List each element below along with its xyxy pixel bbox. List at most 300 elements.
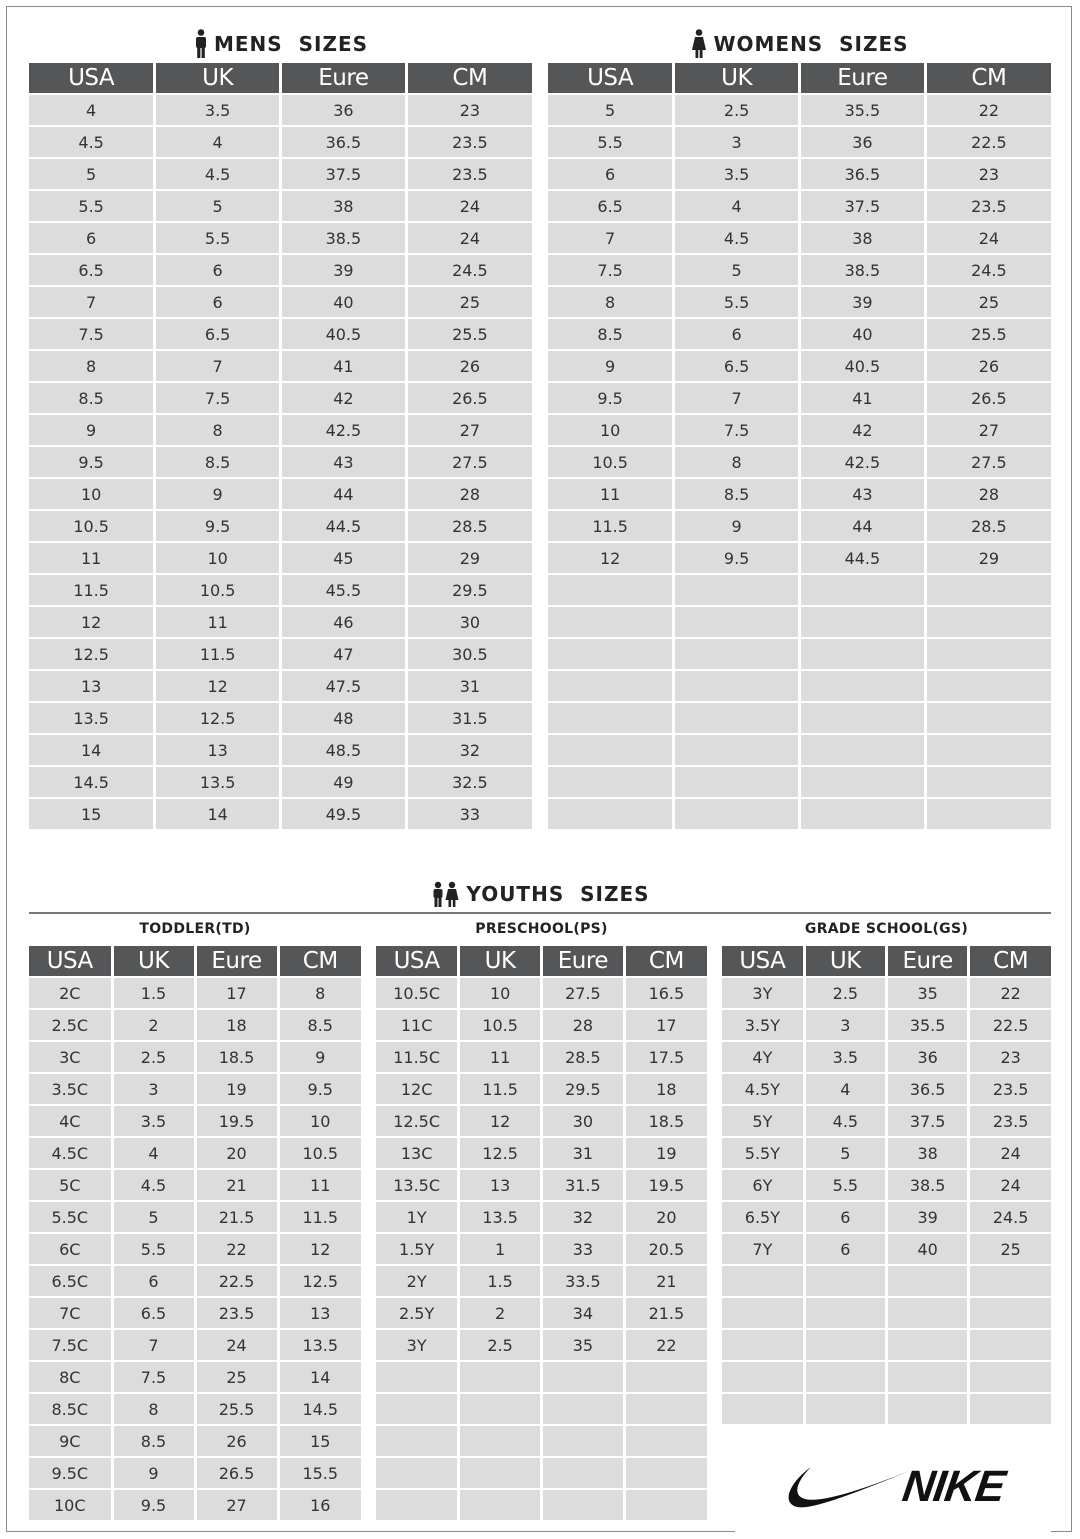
- table-cell: 39: [887, 1201, 969, 1233]
- empty-row: [548, 734, 1051, 766]
- table-cell: 30: [542, 1105, 625, 1137]
- table-cell: [722, 1393, 804, 1424]
- table-cell: [376, 1361, 459, 1393]
- table-cell: [548, 702, 674, 734]
- table-row: [376, 1009, 707, 1041]
- table-cell: 31: [542, 1137, 625, 1169]
- table-cell: 46: [281, 606, 407, 638]
- table-cell: 36.5: [800, 158, 926, 190]
- table-cell: 38: [800, 222, 926, 254]
- table-cell: 17.5: [624, 1041, 707, 1073]
- header-row: [29, 63, 532, 94]
- table-cell: 12.5: [29, 638, 155, 670]
- table-cell: 7Y: [722, 1233, 804, 1265]
- table-cell: 19: [195, 1073, 278, 1105]
- table-cell: 9: [155, 478, 281, 510]
- table-cell: 6.5C: [29, 1265, 112, 1297]
- column-header: Eure: [195, 946, 278, 977]
- table-cell: 29: [406, 542, 532, 574]
- table-cell: 9C: [29, 1425, 112, 1457]
- table-cell: 7: [155, 350, 281, 382]
- empty-row: [548, 670, 1051, 702]
- table-cell: 25: [406, 286, 532, 318]
- table-cell: 1: [459, 1233, 542, 1265]
- table-cell: 28: [925, 478, 1051, 510]
- table-row: [548, 446, 1051, 478]
- table-row: [548, 350, 1051, 382]
- table-cell: 2.5C: [29, 1009, 112, 1041]
- table-cell: 6: [804, 1233, 886, 1265]
- table-cell: 27: [195, 1489, 278, 1520]
- table-cell: [887, 1361, 969, 1393]
- table-row: [722, 1169, 1051, 1201]
- table-cell: [800, 574, 926, 606]
- table-cell: 35.5: [887, 1009, 969, 1041]
- table-cell: 23: [406, 94, 532, 126]
- column-header: USA: [548, 63, 674, 94]
- table-cell: 4Y: [722, 1041, 804, 1073]
- empty-row: [722, 1361, 1051, 1393]
- table-cell: 4.5Y: [722, 1073, 804, 1105]
- table-cell: 30.5: [406, 638, 532, 670]
- column-header: Eure: [281, 63, 407, 94]
- table-cell: 28.5: [406, 510, 532, 542]
- table-cell: 9.5: [155, 510, 281, 542]
- table-row: [29, 1233, 361, 1265]
- table-row: [29, 94, 532, 126]
- table-cell: 11: [278, 1169, 361, 1201]
- column-header: CM: [406, 63, 532, 94]
- empty-row: [548, 638, 1051, 670]
- table-row: [548, 158, 1051, 190]
- youths-title-text: YOUTHS SIZES: [466, 882, 650, 906]
- table-cell: [548, 638, 674, 670]
- table-row: [29, 1361, 361, 1393]
- table-cell: 24: [969, 1137, 1051, 1169]
- table-cell: 29: [925, 542, 1051, 574]
- table-cell: 2: [459, 1297, 542, 1329]
- table-cell: 22.5: [925, 126, 1051, 158]
- table-cell: 25.5: [406, 318, 532, 350]
- table-cell: 10.5: [459, 1009, 542, 1041]
- table-cell: 40.5: [800, 350, 926, 382]
- table-cell: [674, 702, 800, 734]
- table-cell: [376, 1457, 459, 1489]
- table-cell: 5: [155, 190, 281, 222]
- table-cell: 2.5: [112, 1041, 195, 1073]
- table-cell: 12.5: [278, 1265, 361, 1297]
- table-row: [29, 766, 532, 798]
- table-cell: 40: [887, 1233, 969, 1265]
- table-cell: [548, 574, 674, 606]
- table-cell: 6.5: [155, 318, 281, 350]
- table-cell: 5.5: [674, 286, 800, 318]
- table-cell: 3.5Y: [722, 1009, 804, 1041]
- column-header: USA: [29, 946, 112, 977]
- table-cell: [925, 702, 1051, 734]
- table-cell: 6.5: [548, 190, 674, 222]
- table-cell: 10.5: [155, 574, 281, 606]
- table-cell: 19.5: [195, 1105, 278, 1137]
- table-cell: 8.5: [29, 382, 155, 414]
- table-cell: 15.5: [278, 1457, 361, 1489]
- table-cell: 10.5C: [376, 977, 459, 1009]
- table-cell: 13.5: [278, 1329, 361, 1361]
- table-cell: 3.5: [674, 158, 800, 190]
- table-row: [722, 977, 1051, 1009]
- table-cell: 35.5: [800, 94, 926, 126]
- table-cell: 3.5: [155, 94, 281, 126]
- table-row: [548, 94, 1051, 126]
- table-cell: 3C: [29, 1041, 112, 1073]
- table-cell: 31: [406, 670, 532, 702]
- table-cell: 42: [800, 414, 926, 446]
- table-cell: [804, 1297, 886, 1329]
- table-cell: 2.5Y: [376, 1297, 459, 1329]
- table-cell: 25: [969, 1233, 1051, 1265]
- table-cell: 28: [406, 478, 532, 510]
- toddler-size-table: [29, 946, 361, 1520]
- table-cell: 48: [281, 702, 407, 734]
- table-cell: [969, 1265, 1051, 1297]
- column-header: Eure: [542, 946, 625, 977]
- table-cell: [674, 766, 800, 798]
- womens-title: [550, 29, 1050, 59]
- table-row: [29, 1265, 361, 1297]
- table-cell: 6.5: [29, 254, 155, 286]
- table-cell: 12.5C: [376, 1105, 459, 1137]
- table-cell: 36.5: [281, 126, 407, 158]
- table-cell: [674, 574, 800, 606]
- table-cell: 10: [459, 977, 542, 1009]
- table-cell: 18: [624, 1073, 707, 1105]
- table-row: [29, 606, 532, 638]
- column-header: UK: [674, 63, 800, 94]
- table-cell: 16: [278, 1489, 361, 1520]
- table-cell: 9.5: [112, 1489, 195, 1520]
- table-cell: 6C: [29, 1233, 112, 1265]
- table-cell: 35: [542, 1329, 625, 1361]
- table-cell: 40.5: [281, 318, 407, 350]
- table-cell: 4.5C: [29, 1137, 112, 1169]
- youths-divider: [29, 912, 1051, 914]
- table-cell: 8: [29, 350, 155, 382]
- table-cell: 44: [281, 478, 407, 510]
- table-cell: [624, 1361, 707, 1393]
- table-cell: 29.5: [406, 574, 532, 606]
- header-row: [29, 946, 361, 977]
- table-row: [548, 414, 1051, 446]
- table-cell: 14: [155, 798, 281, 829]
- table-cell: 9: [278, 1041, 361, 1073]
- table-cell: 4: [29, 94, 155, 126]
- table-cell: 5.5: [548, 126, 674, 158]
- table-cell: 5.5: [804, 1169, 886, 1201]
- table-cell: [542, 1457, 625, 1489]
- table-cell: [722, 1297, 804, 1329]
- table-cell: 7.5: [29, 318, 155, 350]
- table-cell: 12C: [376, 1073, 459, 1105]
- table-row: [548, 542, 1051, 574]
- table-cell: [804, 1329, 886, 1361]
- nike-logo: [735, 1440, 1051, 1533]
- table-cell: 24: [406, 222, 532, 254]
- empty-row: [376, 1393, 707, 1425]
- table-row: [376, 1073, 707, 1105]
- table-cell: [674, 670, 800, 702]
- empty-row: [376, 1425, 707, 1457]
- table-cell: 17: [624, 1009, 707, 1041]
- table-cell: [674, 606, 800, 638]
- table-cell: [542, 1425, 625, 1457]
- table-cell: 47: [281, 638, 407, 670]
- table-cell: 9.5: [548, 382, 674, 414]
- table-cell: [548, 734, 674, 766]
- table-cell: 24: [969, 1169, 1051, 1201]
- table-cell: 18.5: [624, 1105, 707, 1137]
- table-cell: 1.5: [459, 1265, 542, 1297]
- preschool-title: PRESCHOOL(PS): [475, 921, 608, 937]
- empty-row: [376, 1489, 707, 1520]
- table-cell: 33: [542, 1233, 625, 1265]
- table-cell: 39: [281, 254, 407, 286]
- table-cell: 43: [800, 478, 926, 510]
- table-row: [548, 254, 1051, 286]
- table-cell: 7: [112, 1329, 195, 1361]
- table-cell: 14: [29, 734, 155, 766]
- table-cell: 23.5: [925, 190, 1051, 222]
- table-cell: 24.5: [925, 254, 1051, 286]
- table-row: [29, 126, 532, 158]
- table-cell: 15: [278, 1425, 361, 1457]
- table-cell: 27: [925, 414, 1051, 446]
- table-cell: 14: [278, 1361, 361, 1393]
- table-cell: 41: [281, 350, 407, 382]
- table-cell: 3.5C: [29, 1073, 112, 1105]
- column-header: CM: [624, 946, 707, 977]
- table-cell: 37.5: [281, 158, 407, 190]
- table-cell: 6: [548, 158, 674, 190]
- table-cell: 21: [624, 1265, 707, 1297]
- table-cell: 37.5: [800, 190, 926, 222]
- table-row: [29, 446, 532, 478]
- table-cell: 6.5: [112, 1297, 195, 1329]
- column-header: USA: [29, 63, 155, 94]
- column-header: UK: [155, 63, 281, 94]
- table-cell: 4.5: [29, 126, 155, 158]
- table-cell: 38: [887, 1137, 969, 1169]
- table-cell: 4.5: [155, 158, 281, 190]
- table-cell: 10C: [29, 1489, 112, 1520]
- table-cell: [969, 1393, 1051, 1424]
- table-cell: 12: [29, 606, 155, 638]
- table-row: [376, 1041, 707, 1073]
- table-row: [376, 1297, 707, 1329]
- header-row: [376, 946, 707, 977]
- table-cell: [376, 1489, 459, 1520]
- table-cell: [376, 1393, 459, 1425]
- table-cell: 11.5: [155, 638, 281, 670]
- table-cell: 47.5: [281, 670, 407, 702]
- table-cell: [969, 1361, 1051, 1393]
- table-cell: 49.5: [281, 798, 407, 829]
- table-cell: 7.5C: [29, 1329, 112, 1361]
- table-cell: 28.5: [925, 510, 1051, 542]
- table-cell: 7.5: [112, 1361, 195, 1393]
- empty-row: [722, 1297, 1051, 1329]
- table-cell: 23.5: [406, 158, 532, 190]
- table-cell: 3.5: [112, 1105, 195, 1137]
- table-cell: 13: [155, 734, 281, 766]
- table-cell: 36: [887, 1041, 969, 1073]
- table-row: [29, 1425, 361, 1457]
- table-cell: 4C: [29, 1105, 112, 1137]
- table-row: [722, 1073, 1051, 1105]
- table-cell: 21: [195, 1169, 278, 1201]
- table-cell: 27: [406, 414, 532, 446]
- table-cell: [887, 1297, 969, 1329]
- table-cell: 13: [278, 1297, 361, 1329]
- empty-row: [548, 766, 1051, 798]
- table-cell: 10: [278, 1105, 361, 1137]
- table-cell: 3: [804, 1009, 886, 1041]
- table-cell: 5C: [29, 1169, 112, 1201]
- table-cell: 38.5: [281, 222, 407, 254]
- table-cell: 37.5: [887, 1105, 969, 1137]
- table-cell: [459, 1489, 542, 1520]
- table-cell: 8: [112, 1393, 195, 1425]
- column-header: Eure: [887, 946, 969, 977]
- table-cell: 9.5: [674, 542, 800, 574]
- table-cell: 38: [281, 190, 407, 222]
- table-row: [376, 1137, 707, 1169]
- table-cell: 8C: [29, 1361, 112, 1393]
- table-cell: 25.5: [925, 318, 1051, 350]
- table-cell: 11.5: [278, 1201, 361, 1233]
- table-cell: 6: [674, 318, 800, 350]
- table-cell: 40: [800, 318, 926, 350]
- table-cell: 3.5: [804, 1041, 886, 1073]
- table-cell: 5: [29, 158, 155, 190]
- table-cell: 34: [542, 1297, 625, 1329]
- table-row: [29, 222, 532, 254]
- table-row: [29, 478, 532, 510]
- empty-row: [548, 702, 1051, 734]
- table-cell: [548, 670, 674, 702]
- table-cell: 11: [155, 606, 281, 638]
- table-cell: 5: [674, 254, 800, 286]
- table-cell: 8.5C: [29, 1393, 112, 1425]
- table-row: [376, 1265, 707, 1297]
- table-cell: 9: [674, 510, 800, 542]
- table-cell: 24: [406, 190, 532, 222]
- table-cell: 41: [800, 382, 926, 414]
- table-cell: 42: [281, 382, 407, 414]
- table-row: [29, 1457, 361, 1489]
- table-row: [29, 254, 532, 286]
- table-cell: 31.5: [406, 702, 532, 734]
- table-cell: 27.5: [406, 446, 532, 478]
- table-cell: 21.5: [624, 1297, 707, 1329]
- table-row: [548, 126, 1051, 158]
- column-header: Eure: [800, 63, 926, 94]
- table-cell: 38.5: [887, 1169, 969, 1201]
- table-cell: 8.5: [674, 478, 800, 510]
- table-row: [29, 1009, 361, 1041]
- table-cell: 20: [624, 1201, 707, 1233]
- table-cell: 25: [195, 1361, 278, 1393]
- mens-size-table: [29, 63, 532, 829]
- table-row: [29, 1393, 361, 1425]
- table-cell: 4: [155, 126, 281, 158]
- table-cell: [674, 638, 800, 670]
- column-header: CM: [969, 946, 1051, 977]
- table-cell: [800, 798, 926, 829]
- table-cell: 45: [281, 542, 407, 574]
- empty-row: [548, 574, 1051, 606]
- table-cell: 10.5: [548, 446, 674, 478]
- table-cell: 5.5: [112, 1233, 195, 1265]
- table-cell: 5: [548, 94, 674, 126]
- table-cell: 8: [548, 286, 674, 318]
- table-row: [376, 1105, 707, 1137]
- table-cell: [624, 1393, 707, 1425]
- table-cell: 14.5: [29, 766, 155, 798]
- table-cell: 5: [804, 1137, 886, 1169]
- column-header: UK: [804, 946, 886, 977]
- table-cell: [887, 1329, 969, 1361]
- table-cell: 40: [281, 286, 407, 318]
- table-cell: 2: [112, 1009, 195, 1041]
- table-cell: 23.5: [195, 1297, 278, 1329]
- table-cell: 13: [29, 670, 155, 702]
- table-row: [29, 1201, 361, 1233]
- table-cell: 18.5: [195, 1041, 278, 1073]
- table-cell: 25.5: [195, 1393, 278, 1425]
- table-cell: 10.5: [278, 1137, 361, 1169]
- table-row: [722, 1137, 1051, 1169]
- table-cell: 11.5: [548, 510, 674, 542]
- table-cell: [459, 1457, 542, 1489]
- table-cell: 2.5: [459, 1329, 542, 1361]
- table-row: [548, 382, 1051, 414]
- table-cell: 1.5Y: [376, 1233, 459, 1265]
- table-cell: [800, 702, 926, 734]
- table-cell: 13.5C: [376, 1169, 459, 1201]
- empty-row: [376, 1457, 707, 1489]
- table-cell: 28.5: [542, 1041, 625, 1073]
- table-cell: [542, 1361, 625, 1393]
- table-cell: 5.5: [29, 190, 155, 222]
- table-cell: 6: [155, 286, 281, 318]
- table-cell: [459, 1425, 542, 1457]
- table-cell: 1Y: [376, 1201, 459, 1233]
- womens-size-table: [548, 63, 1051, 829]
- table-cell: [624, 1425, 707, 1457]
- empty-row: [548, 798, 1051, 829]
- table-cell: 13C: [376, 1137, 459, 1169]
- table-cell: [624, 1457, 707, 1489]
- table-cell: [925, 670, 1051, 702]
- table-row: [722, 1041, 1051, 1073]
- table-cell: 3Y: [722, 977, 804, 1009]
- table-cell: 8: [155, 414, 281, 446]
- table-cell: [548, 798, 674, 829]
- table-cell: 22: [969, 977, 1051, 1009]
- gradeschool-title: GRADE SCHOOL(GS): [804, 921, 969, 937]
- nike-wordmark: NIKE: [900, 1461, 1009, 1511]
- table-cell: 7.5: [548, 254, 674, 286]
